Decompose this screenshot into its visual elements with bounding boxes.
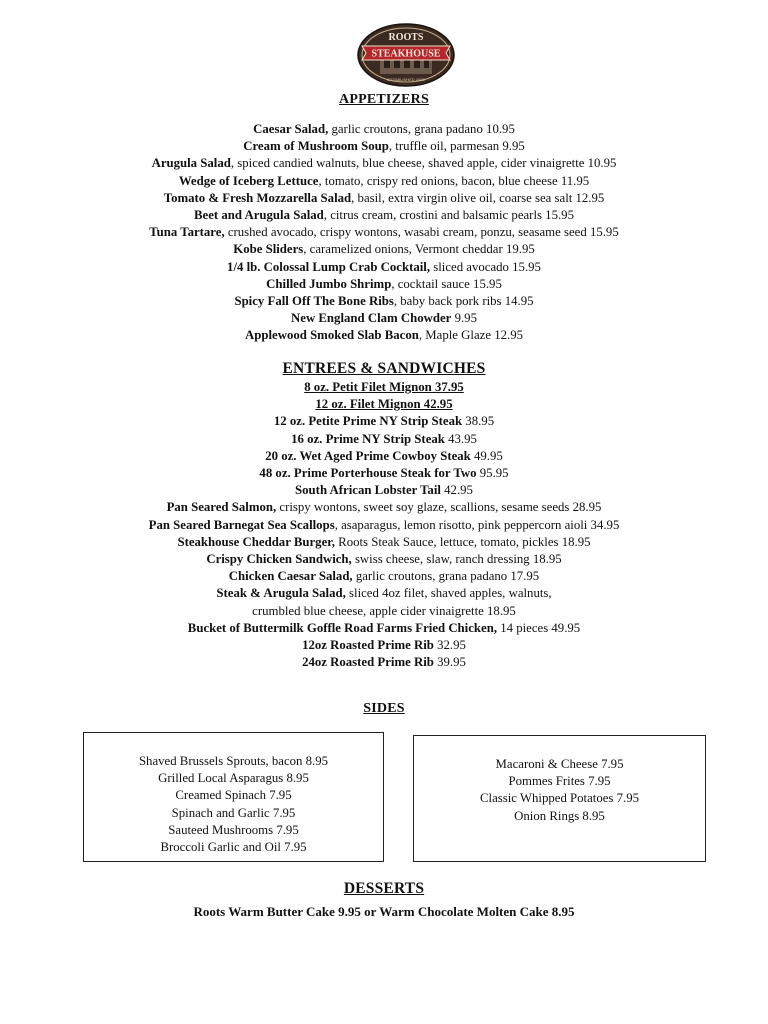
- appetizers-heading: APPETIZERS: [339, 92, 429, 107]
- side-item: Classic Whipped Potatoes 7.95: [480, 791, 639, 806]
- menu-item: [0, 293, 768, 310]
- menu-item-description: garlic croutons, grana padano 10.95: [328, 122, 515, 136]
- side-item: Spinach and Garlic 7.95: [171, 805, 296, 820]
- menu-item: [0, 551, 768, 568]
- side-item: Pommes Frites 7.95: [508, 774, 611, 789]
- menu-item-name: Arugula Salad: [151, 156, 231, 171]
- menu-item-description: 42.95: [440, 483, 473, 498]
- menu-item: [0, 207, 768, 224]
- menu-item-description: , caramelized onions, Vermont cheddar 19.95: [303, 242, 535, 257]
- menu-item-name: Spicy Fall Off The Bone Ribs: [234, 294, 394, 309]
- menu-item: [0, 637, 768, 654]
- menu-item-description: Roots Steak Sauce, lettuce, tomato, pickles 18.95: [334, 534, 591, 549]
- menu-item: [0, 568, 768, 585]
- menu-item-description: , citrus cream, crostini and balsamic pearls 15.95: [323, 208, 574, 223]
- menu-item-name: New England Clam Chowder: [291, 311, 452, 326]
- menu-item: [0, 138, 768, 155]
- menu-item-name: Beet and Arugula Salad: [194, 208, 324, 223]
- menu-item-name: Chilled Jumbo Shrimp: [266, 276, 392, 291]
- logo-top-text: ROOTS: [388, 32, 424, 43]
- entrees-heading: ENTREES & SANDWICHES: [282, 360, 486, 377]
- menu-item: [0, 224, 768, 241]
- menu-item-description: 32.95: [433, 638, 466, 653]
- menu-item: [0, 396, 768, 413]
- side-item: Macaroni & Cheese 7.95: [495, 757, 624, 771]
- menu-item: [0, 534, 768, 551]
- menu-item-name: 12 oz. Petite Prime NY Strip Steak: [273, 414, 463, 429]
- logo-banner-text: STEAKHOUSE: [371, 48, 441, 60]
- menu-item: [0, 448, 768, 465]
- side-item: Sauteed Mushrooms 7.95: [168, 822, 299, 837]
- menu-item-description: , asaparagus, lemon risotto, pink peppercorn aioli 34.95: [334, 517, 620, 532]
- sides-box-left: [83, 732, 384, 862]
- menu-item: [0, 190, 768, 207]
- menu-item-description: 95.95: [476, 466, 509, 481]
- sides-box-right: [413, 735, 706, 862]
- side-item: Broccoli Garlic and Oil 7.95: [160, 840, 307, 855]
- menu-item-description: swiss cheese, slaw, ranch dressing 18.95: [351, 552, 562, 567]
- menu-item: [0, 241, 768, 258]
- menu-item-name: Wedge of Iceberg Lettuce: [178, 173, 319, 188]
- menu-item: [0, 413, 768, 430]
- menu-item: [0, 654, 768, 671]
- menu-item: [0, 310, 768, 327]
- menu-item-description: sliced 4oz filet, shaved apples, walnuts,: [345, 586, 552, 601]
- menu-item-name: 12 oz. Filet Mignon 42.95: [315, 397, 453, 412]
- menu-item: [0, 259, 768, 276]
- menu-item: [0, 603, 768, 620]
- sides-heading: SIDES: [363, 701, 405, 716]
- menu-item-description: , baby back pork ribs 14.95: [393, 294, 534, 309]
- menu-item: [0, 379, 768, 396]
- roots-steakhouse-logo: [356, 22, 456, 88]
- menu-item: [0, 431, 768, 448]
- menu-item-description: 43.95: [444, 431, 477, 446]
- side-item: Creamed Spinach 7.95: [175, 788, 292, 803]
- side-item: Grilled Local Asparagus 8.95: [158, 771, 309, 786]
- side-item: Onion Rings 8.95: [514, 808, 605, 823]
- menu-item-name: 12oz Roasted Prime Rib: [302, 638, 434, 653]
- menu-item-name: 24oz Roasted Prime Rib: [302, 655, 434, 670]
- menu-item: [0, 465, 768, 482]
- menu-item-description: 39.95: [433, 655, 466, 670]
- menu-item-description: 38.95: [462, 414, 495, 429]
- desserts-heading: DESSERTS: [343, 880, 425, 897]
- menu-item-name: Bucket of Buttermilk Goffle Road Farms Fried Chicken,: [187, 620, 498, 635]
- menu-item-description: , cocktail sauce 15.95: [391, 276, 502, 291]
- menu-item-name: 8 oz. Petit Filet Mignon 37.95: [304, 380, 464, 394]
- menu-item-description: crushed avocado, crispy wontons, wasabi cream, ponzu, seasame seed 15.95: [224, 225, 619, 240]
- menu-item: [0, 517, 768, 534]
- menu-item-description: crispy wontons, sweet soy glaze, scallions, sesame seeds 28.95: [276, 500, 602, 515]
- menu-item-name: Chicken Caesar Salad,: [228, 569, 353, 584]
- menu-item-name: Applewood Smoked Slab Bacon: [245, 328, 419, 343]
- desserts-line: Roots Warm Butter Cake 9.95 or Warm Chocolate Molten Cake 8.95: [193, 904, 575, 919]
- menu-item-description: , truffle oil, parmesan 9.95: [388, 139, 525, 154]
- menu-item-name: Pan Seared Barnegat Sea Scallops: [148, 517, 335, 532]
- menu-item: [0, 155, 768, 172]
- menu-item-name: Cream of Mushroom Soup: [243, 139, 389, 154]
- menu-item-description: , Maple Glaze 12.95: [418, 328, 523, 343]
- menu-item-name: 20 oz. Wet Aged Prime Cowboy Steak: [265, 448, 471, 463]
- menu-item: [0, 499, 768, 516]
- menu-item-name: 16 oz. Prime NY Strip Steak: [291, 431, 445, 446]
- menu-item-name: Tuna Tartare,: [149, 225, 225, 240]
- menu-item: [0, 121, 768, 138]
- menu-item: [0, 276, 768, 293]
- menu-item-name: 1/4 lb. Colossal Lump Crab Cocktail,: [227, 259, 431, 274]
- menu-item-description: sliced avocado 15.95: [430, 259, 541, 274]
- menu-item-name: 48 oz. Prime Porterhouse Steak for Two: [259, 466, 477, 481]
- menu-item-description: , tomato, crispy red onions, bacon, blue cheese 11.95: [318, 173, 590, 188]
- menu-item: [0, 327, 768, 344]
- menu-item: [0, 173, 768, 190]
- menu-item-name: Tomato & Fresh Mozzarella Salad: [163, 190, 352, 205]
- menu-item-name: Pan Seared Salmon,: [166, 500, 277, 515]
- menu-item: [0, 482, 768, 499]
- menu-item: [0, 585, 768, 602]
- menu-item-description: 9.95: [451, 311, 477, 326]
- menu-item-name: South African Lobster Tail: [295, 483, 441, 498]
- entrees-list: [0, 379, 768, 671]
- menu-item-description: , basil, extra virgin olive oil, coarse sea salt 12.95: [351, 190, 605, 205]
- menu-item-name: Kobe Sliders: [233, 242, 304, 257]
- menu-item-description: garlic croutons, grana padano 17.95: [352, 569, 540, 584]
- menu-item-description: crumbled blue cheese, apple cider vinaigrette 18.95: [252, 603, 516, 618]
- menu-item-description: 14 pieces 49.95: [497, 620, 581, 635]
- logo-bottom-text: ESTABLISHED 2008: [387, 77, 425, 82]
- menu-item-name: Caesar Salad,: [253, 122, 329, 136]
- appetizers-list: [0, 121, 768, 345]
- menu-item: [0, 620, 768, 637]
- menu-item-description: 49.95: [470, 448, 503, 463]
- menu-item-name: Steakhouse Cheddar Burger,: [177, 534, 335, 549]
- menu-item-description: , spiced candied walnuts, blue cheese, shaved apple, cider vinaigrette 10.95: [230, 156, 617, 171]
- menu-item-name: Steak & Arugula Salad,: [216, 586, 346, 601]
- menu-item-name: Crispy Chicken Sandwich,: [206, 552, 352, 567]
- side-item: Shaved Brussels Sprouts, bacon 8.95: [138, 754, 329, 768]
